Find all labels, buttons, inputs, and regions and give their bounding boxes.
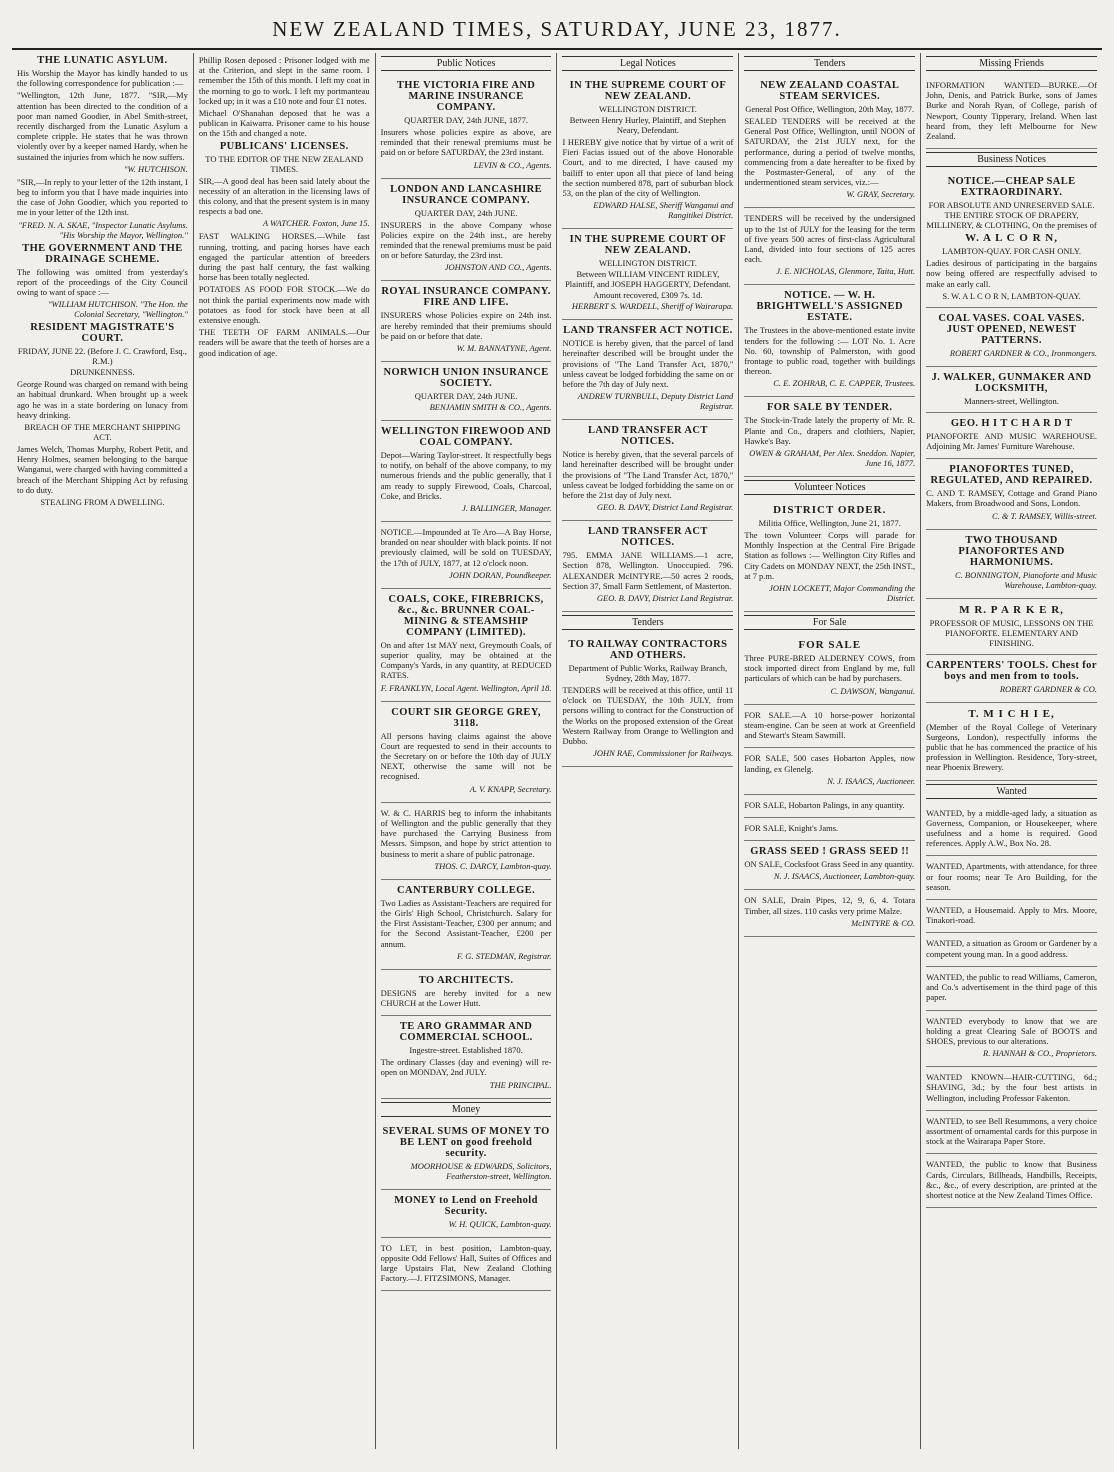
- notice-heading: IN THE SUPREME COURT OF NEW ZEALAND.: [569, 80, 727, 102]
- advertisement: [381, 522, 552, 589]
- notice-name: W. A L C O R N,: [965, 232, 1058, 245]
- ad-heading: CANTERBURY COLLEGE.: [397, 884, 536, 896]
- notice-signature: S. W. A L C O R N, LAMBTON-QUAY.: [942, 290, 1081, 301]
- notice-text: The town Volunteer Corps will parade for Monthly Inspection at the Central Fire Brigade Station as follows :— Wellington City Rifles and City Cadets on MONDAY NEXT, the 25th INST., at 7 p.m.: [744, 530, 916, 581]
- wanted-notice: [926, 1067, 1097, 1111]
- article-text: The following was omitted from yesterday's report of the proceedings of the City Council owing to want of space :—: [17, 266, 188, 298]
- section-header: Wanted: [926, 784, 1097, 799]
- business-notice: [926, 171, 1097, 308]
- column-5: [739, 53, 921, 1449]
- notice-subheading: Department of Public Works, Railway Branch, Sydney, 28th May, 1877.: [568, 663, 728, 684]
- advertisement: [381, 421, 552, 522]
- advertisement: [381, 179, 552, 282]
- subheading: BREACH OF THE MERCHANT SHIPPING ACT.: [24, 422, 181, 443]
- business-notice: [926, 367, 1097, 413]
- ad-signature: JOHNSTON AND CO., Agents.: [444, 262, 552, 273]
- notice-subheading: Militia Office, Wellington, June 21, 1877.: [758, 518, 901, 529]
- article-text: James Welch, Thomas Murphy, Robert Petit, and Henry Holmes, seamen belonging to the barque Wanganui, were charged with having committed a breach of the Merchant Shipping Act by refusing to do duty.: [17, 444, 188, 495]
- advertisement: [381, 75, 552, 179]
- notice-signature: ROBERT GARDNER & CO., Ironmongers.: [949, 347, 1097, 358]
- ad-text: DESIGNS are hereby invited for a new CHURCH at the Lower Hutt.: [380, 987, 552, 1008]
- notice-text: 795. EMMA JANE WILLIAMS.—1 acre, Section 878, Wellington. Unoccupied. 796. ALEXANDER McINTYRE.—50 acres 2 roods, Section 37, Small Farm Settlement, of Masterton.: [562, 550, 734, 591]
- notice-heading: NEW ZEALAND COASTAL STEAM SERVICES.: [760, 80, 900, 102]
- subheading: FRIDAY, JUNE 22. (Before J. C. Crawford, Esq., R.M.): [17, 346, 187, 367]
- notice-text: ON SALE, Cocksfoot Grass Seed in any quantity.: [744, 859, 914, 870]
- notice-subheading: General Post Office, Wellington, 20th May, 1877.: [745, 104, 915, 114]
- business-notice: [926, 308, 1097, 367]
- tender-notice: [744, 397, 915, 477]
- wanted-notice: [926, 1011, 1097, 1068]
- advertisement: [381, 1016, 552, 1098]
- business-notice: [926, 655, 1097, 703]
- business-notice: [926, 703, 1097, 781]
- notice-signature: ROBERT GARDNER & CO.: [999, 683, 1097, 694]
- notice-signature: ANDREW TURNBULL, Deputy District Land Registrar.: [577, 391, 734, 412]
- ad-heading: TO ARCHITECTS.: [418, 974, 514, 986]
- notice-signature: HERBERT S. WARDELL, Sheriff of Wairarapa.: [571, 301, 734, 312]
- notice-subheading: FOR ABSOLUTE AND UNRESERVED SALE. THE ENTIRE STOCK OF DRAPERY, MILLINERY, & CLOTHING, On the premises of: [926, 200, 1097, 231]
- notice-parties: Between WILLIAM VINCENT RIDLEY, Plaintiff, and JOSEPH HAGGERTY, Defendant.: [565, 269, 731, 290]
- ad-text: NOTICE.—Impounded at Te Aro—A Bay Horse, branded on near shoulder with black points. If not previously claimed, will be sold on TUESDAY, the 17th of JULY, 1877, at 12 o'clock noon.: [380, 527, 552, 568]
- advertisement: [381, 281, 552, 362]
- sale-notice: [744, 634, 915, 705]
- advertisement: [381, 362, 552, 421]
- notice-signature: N. J. ISAACS, Auctioneer.: [827, 775, 916, 786]
- notice-heading: FOR SALE BY TENDER.: [766, 402, 893, 414]
- notice-text: WANTED, the public to know that Business Cards, Circulars, Billheads, Handbills, Receipts, &c., &c., of every description, are printed at the shortest notice at the New Zealand Times Office.: [926, 1159, 1097, 1200]
- column-6: [921, 53, 1102, 1449]
- section-header: For Sale: [744, 615, 915, 630]
- ad-subheading: QUARTER DAY, 24th JUNE.: [414, 391, 518, 402]
- ad-heading: NORWICH UNION INSURANCE SOCIETY.: [383, 367, 549, 390]
- column-2: [194, 53, 376, 1449]
- notice-signature: GEO. B. DAVY, District Land Registrar.: [596, 502, 734, 513]
- section-header: Business Notices: [926, 152, 1097, 167]
- ad-signature: LEVIN & CO., Agents.: [473, 159, 552, 170]
- section-header: Public Notices: [381, 56, 552, 71]
- columns: [12, 53, 1102, 1449]
- notice-heading: J. WALKER, GUNMAKER AND LOCKSMITH,: [931, 371, 1092, 394]
- business-notice: [926, 459, 1097, 529]
- notice-signature: J. E. NICHOLAS, Glenmore, Taita, Hutt.: [776, 266, 916, 277]
- signature: "WILLIAM HUTCHISON. "The Hon. the Colonial Secretary, "Wellington.": [47, 299, 188, 320]
- ad-heading: WELLINGTON FIREWOOD AND COAL COMPANY.: [381, 426, 552, 449]
- notice-text: The Stock-in-Trade lately the property of Mr. R. Plante and Co., drapers and clothiers, Napier, Hawke's Bay.: [744, 415, 916, 446]
- ad-heading: SEVERAL SUMS OF MONEY TO BE LENT on good freehold security.: [382, 1125, 550, 1159]
- ad-signature: F. FRANKLYN, Local Agent. Wellington, April 18.: [380, 682, 552, 693]
- ad-heading: MONEY to Lend on Freehold Security.: [394, 1194, 538, 1217]
- notice-heading: CARPENTERS' TOOLS. Chest for boys and men from to tools.: [926, 659, 1097, 682]
- tender-notice: [744, 208, 915, 285]
- notice-heading: PIANOFORTES TUNED, REGULATED, AND REPAIRED.: [930, 464, 1093, 487]
- notice-text: WANTED, a situation as Groom or Gardener by a competent young man. In a good address.: [926, 938, 1097, 959]
- notice-signature: McINTYRE & CO.: [851, 917, 916, 928]
- notice-heading: LAND TRANSFER ACT NOTICE.: [563, 325, 733, 337]
- notice-text: FOR SALE, Knight's Jams.: [744, 822, 839, 833]
- notice-signature: EDWARD HALSE, Sheriff Wanganui and Rangitikei District.: [593, 200, 734, 221]
- notice-text: ON SALE, Drain Pipes, 12, 9, 6, 4. Totara Timber, all sizes. 110 casks very prime Malze.: [744, 895, 916, 916]
- notice-text: FOR SALE, Hobarton Palings, in any quantity.: [744, 799, 905, 810]
- ad-signature: MOORHOUSE & EDWARDS, Solicitors, Featherston-street, Wellington.: [410, 1160, 552, 1181]
- legal-notice: [562, 420, 733, 521]
- notice-signature: JOHN RAE, Commissioner for Railways.: [593, 748, 734, 759]
- ad-signature: THE PRINCIPAL.: [489, 1079, 552, 1090]
- tender-notice: [744, 75, 915, 208]
- ad-signature: JOHN DORAN, Poundkeeper.: [449, 569, 552, 580]
- advertisement: [381, 589, 552, 702]
- notice-heading: LAND TRANSFER ACT NOTICES.: [588, 425, 708, 448]
- ad-heading: TE ARO GRAMMAR AND COMMERCIAL SCHOOL.: [399, 1021, 533, 1044]
- column-4: [557, 53, 739, 1449]
- notice-text: WANTED, by a middle-aged lady, a situation as Governess, Companion, or Housekeeper, where usefulness and a home is required. Good references. Apply A.W., Box No. 28.: [926, 807, 1097, 849]
- notice-text: TENDERS will be received at this office, until 11 o'clock on TUESDAY, the 10th JULY, from persons willing to contract for the Construction of the Works on the proposed extension of the Great Western Railway from Orange to Wellington and Dubbo.: [562, 685, 734, 747]
- section-header: Tenders: [744, 56, 915, 71]
- article-text: Phillip Rosen deposed : Prisoner lodged with me at the Criterion, and slept in the same room. I remember the 15th of this month. I left my coat in the morning to go to work. I left my portmanteau locked up; in it was a £10 note and four £1 notes.: [198, 55, 370, 106]
- article-text: George Round was charged on remand with being an habitual drunkard. When brought up a week ago he was in a state bordering on lunacy from heavy drinking.: [17, 379, 188, 420]
- advertisement: [381, 880, 552, 970]
- signature: "W. HUTCHISON.: [123, 163, 188, 174]
- notice-text: Ladies desirous of participating in the bargains now being offered are respectfully advised to make an early call.: [926, 258, 1097, 289]
- ad-text: W. & C. HARRIS beg to inform the inhabitants of Wellington and the public generally that they have purchased the Carrying Business from Messrs. Simpson, and hope by strict attention to business to merit a share of public patronage.: [380, 807, 552, 859]
- notice-text: (Member of the Royal College of Veterinary Surgeons, London), respectfully informs the public that he has commenced the practice of his profession in Wellington. Residence, Tory-street, near Phoenix Brewery.: [926, 721, 1097, 773]
- legal-notice: [562, 320, 733, 420]
- notice-heading: M R. P A R K E R,: [959, 603, 1064, 616]
- notice-text: NOTICE is hereby given, that the parcel of land hereinafter described will be brought under the provisions of "The Land Transfer Act, 1870," unless caveat be lodged forbidding the same on or before the 7th day of July next.: [562, 338, 734, 390]
- ad-heading: COALS, COKE, FIREBRICKS, &c., &c. BRUNNER COAL-MINING & STEAMSHIP COMPANY (LIMITED).: [388, 593, 544, 638]
- ad-subheading: QUARTER DAY, 24th JUNE, 1877.: [404, 115, 529, 125]
- signature: "FRED. N. A. SKAE, "Inspector Lunatic Asylums. "His Worship the Mayor, Wellington.": [18, 219, 188, 240]
- notice-signature: JOHN LOCKETT, Major Commanding the District.: [769, 583, 916, 604]
- signature: A WATCHER. Foxton, June 15.: [262, 218, 370, 229]
- newspaper-page: [12, 8, 1102, 1452]
- notice-text: FOR SALE, 500 cases Hobarton Apples, now landing, ex Glenelg.: [744, 753, 916, 774]
- advertisement: [381, 1121, 552, 1190]
- legal-notice: [562, 521, 733, 612]
- notice-text: I HEREBY give notice that by virtue of a writ of Fieri Facias issued out of the above Honorable Court, and to me directed, I have caused my bailiff to enter upon all that piece of land being the section numbered 878, part of suburban block 53, on the plan of the city of Wellington.: [562, 137, 734, 199]
- legal-notice: [562, 229, 733, 320]
- advertisement: [381, 1238, 552, 1292]
- article-text: Michael O'Shanahan deposed that he was a publican in Kaiwarra. Prisoner came to his house on the 15th and changed a note.: [198, 108, 370, 139]
- ad-heading: THE VICTORIA FIRE AND MARINE INSURANCE COMPANY.: [396, 80, 536, 113]
- article-text: THE TEETH OF FARM ANIMALS.—Our readers will be aware that the teeth of horses are a good indication of age.: [198, 327, 370, 358]
- notice-signature: C. E. ZOHRAB, C. E. CAPPER, Trustees.: [773, 378, 916, 389]
- wanted-notice: [926, 1154, 1097, 1208]
- wanted-notice: [926, 933, 1097, 966]
- notice-text: INFORMATION WANTED—BURKE.—Of John, Denis, and Patrick Burke, sons of James Burke and Norah Ryan, of College, parish of Newport, County Tipperary, Ireland. When last heard from, they left Melbourne for New Zealand.: [926, 80, 1097, 142]
- notice-heading: NOTICE. — W. H. BRIGHTWELL'S ASSIGNED ESTATE.: [756, 290, 903, 324]
- business-notice: [926, 530, 1097, 599]
- notice-heading: GEO. H I T C H A R D T: [950, 417, 1073, 429]
- notice-text: Notice is hereby given, that the several parcels of land hereinafter described will be brought under the provisions of "The Land Transfer Act, 1870," unless caveat be lodged forbidding the same on or before the 21st day of July next.: [562, 449, 734, 501]
- wanted-notice: [926, 1111, 1097, 1155]
- sale-notice: [744, 818, 915, 841]
- notice-text: WANTED, Apartments, with attendance, for three or four rooms; near Te Aro Building, for the season.: [926, 861, 1097, 892]
- notice-signature: OWEN & GRAHAM, Per Alex. Sneddon. Napier, June 16, 1877.: [749, 448, 916, 469]
- ad-signature: W. H. QUICK, Lambton-quay.: [448, 1218, 552, 1229]
- article-text: POTATOES AS FOOD FOR STOCK.—We do not think the partial experiments now made with potatoes as food for stock have been at all extensive enough.: [198, 284, 370, 326]
- missing-friends-notice: [926, 75, 1097, 149]
- sale-notice: [744, 890, 915, 936]
- notice-heading: T. M I C H I E,: [968, 707, 1055, 720]
- notice-heading: COAL VASES. COAL VASES. JUST OPENED, NEWEST PATTERNS.: [938, 312, 1085, 346]
- masthead-title: NEW ZEALAND TIMES, SATURDAY, JUNE 23, 1877.: [272, 17, 842, 41]
- advertisement: [381, 970, 552, 1016]
- tender-notice: [744, 285, 915, 397]
- article-heading: THE GOVERNMENT AND THE DRAINAGE SCHEME.: [22, 242, 183, 265]
- notice-subheading: WELLINGTON DISTRICT.: [598, 104, 697, 114]
- ad-signature: J. BALLINGER, Manager.: [462, 503, 552, 514]
- notice-text: C. AND T. RAMSEY, Cottage and Grand Piano Makers, from Broadwood and Sons, London.: [926, 488, 1097, 509]
- notice-text: WANTED everybody to know that we are holding a great Clearing Sale of BOOTS and SHOES, previous to our alterations.: [926, 1015, 1097, 1046]
- wanted-notice: [926, 856, 1097, 900]
- notice-heading: NOTICE.—CHEAP SALE EXTRAORDINARY.: [947, 176, 1076, 199]
- ad-text: On and after 1st MAY next, Greymouth Coals, of superior quality, may be obtained at the Company's Yards, in any quantity, at REDUCED RATES.: [380, 639, 552, 681]
- notice-signature: C. & T. RAMSEY, Willis-street.: [991, 510, 1097, 521]
- section-header: Tenders: [562, 615, 733, 630]
- ad-text: INSURERS whose Policies expire on 24th inst. are hereby reminded that their premiums should be paid on or before that date.: [380, 310, 552, 341]
- notice-text: SEALED TENDERS will be received at the General Post Office, Wellington, until NOON of SATURDAY, the 21st JULY next, for the performance, during a period of twelve months, commencing from a date hereafter to be fixed by the Postmaster-General, of any of the undermentioned steam services, viz.:—: [744, 116, 916, 188]
- notice-subheading: LAMBTON-QUAY. FOR CASH ONLY.: [942, 246, 1081, 257]
- notice-heading: IN THE SUPREME COURT OF NEW ZEALAND.: [569, 234, 727, 257]
- section-header: Volunteer Notices: [744, 480, 915, 495]
- notice-text: FOR SALE.—A 10 horse-power horizontal steam-engine. Can be seen at work at Greenfield and Stewart's Steam Sawmill.: [744, 709, 916, 741]
- ad-text: All persons having claims against the above Court are requested to send in their accounts to the Secretary on or before the 10th day of JULY NEXT, otherwise the same will not be recognised.: [380, 730, 552, 782]
- article-text: SIR,—A good deal has been said lately about the necessity of an alteration in the licensing laws of this colony, and that the present system is in many respects a bad one.: [198, 175, 370, 217]
- notice-text: TENDERS will be received by the undersigned up to the 1st of JULY for the leasing for the term of five years 500 acres of first-class Agricultural Land, divided into four sections of 125 acres each.: [744, 213, 916, 265]
- wanted-notice: [926, 967, 1097, 1011]
- notice-heading: DISTRICT ORDER.: [773, 504, 887, 517]
- notice-text: WANTED, the public to read Williams, Cameron, and Co.'s advertisement in the third page of this paper.: [926, 971, 1097, 1003]
- tender-notice: [562, 634, 733, 767]
- volunteer-notice: [744, 499, 915, 612]
- ad-text: TO LET, in best position, Lambton-quay, opposite Odd Fellows' Hall, Suites of Offices and large Upstairs Flat, New Zealand Clothing Factory.—J. FITZSIMONS, Manager.: [380, 1242, 552, 1284]
- ad-signature: A. V. KNAPP, Secretary.: [469, 783, 552, 794]
- ad-subheading: Ingestre-street. Established 1870.: [409, 1045, 523, 1056]
- business-notice: [926, 599, 1097, 655]
- notice-amount: Amount recovered, £309 7s. 1d.: [593, 290, 703, 301]
- advertisement: [381, 702, 552, 803]
- column-3: [376, 53, 558, 1449]
- article-heading: PUBLICANS' LICENSES.: [219, 140, 349, 152]
- advertisement: [381, 803, 552, 880]
- section-header: Money: [381, 1102, 552, 1117]
- notice-text: WANTED, a Housemaid. Apply to Mrs. Moore, Tinakori-road.: [926, 905, 1097, 926]
- article-heading: THE LUNATIC ASYLUM.: [37, 55, 168, 66]
- notice-heading: FOR SALE: [798, 639, 862, 652]
- subheading: TO THE EDITOR OF THE NEW ZEALAND TIMES.: [205, 153, 364, 174]
- notice-subheading: PROFESSOR OF MUSIC, LESSONS ON THE PIANOFORTE. ELEMENTARY AND FINISHING.: [929, 617, 1094, 648]
- wanted-notice: [926, 900, 1097, 933]
- sale-notice: [744, 795, 915, 818]
- masthead: [12, 8, 1102, 50]
- ad-signature: THOS. C. DARCY, Lambton-quay.: [434, 860, 552, 871]
- notice-subheading: WELLINGTON DISTRICT.: [598, 258, 697, 269]
- sale-notice: [744, 841, 915, 890]
- section-header: Missing Friends: [926, 56, 1097, 71]
- ad-signature: W. M. BANNATYNE, Agent.: [456, 343, 552, 354]
- notice-text: Three PURE-BRED ALDERNEY COWS, from stock imported direct from England by me, full particulars of which can be had by purchasers.: [744, 653, 916, 684]
- legal-notice: [562, 75, 733, 229]
- article-heading: RESIDENT MAGISTRATE'S COURT.: [30, 322, 175, 345]
- sale-notice: [744, 705, 915, 749]
- notice-signature: W. GRAY, Secretary.: [846, 189, 916, 200]
- notice-signature: R. HANNAH & CO., Proprietors.: [983, 1048, 1097, 1059]
- ad-text: The ordinary Classes (day and evening) will re-open on MONDAY, 2nd JULY.: [380, 1057, 552, 1078]
- ad-subheading: QUARTER DAY, 24th JUNE.: [414, 207, 518, 218]
- notice-signature: GEO. B. DAVY, District Land Registrar.: [596, 593, 734, 604]
- notice-signature: C. BONNINGTON, Pianoforte and Music Warehouse, Lambton-quay.: [954, 569, 1097, 590]
- business-notice: [926, 413, 1097, 459]
- subheading: DRUNKENNESS.: [70, 367, 135, 378]
- notice-parties: Between Henry Hurley, Plaintiff, and Stephen Neary, Defendant.: [569, 115, 727, 135]
- ad-heading: ROYAL INSURANCE COMPANY. FIRE AND LIFE.: [381, 286, 551, 309]
- ad-heading: COURT SIR GEORGE GREY, 3118.: [391, 706, 541, 729]
- wanted-notice: [926, 803, 1097, 857]
- ad-signature: BENJAMIN SMITH & CO., Agents.: [429, 402, 552, 413]
- notice-text: WANTED, to see Bell Resummons, a very choice assortment of ornamental cards for this purpose in stock at the Wairarapa Paper Store.: [926, 1115, 1097, 1147]
- notice-heading: LAND TRANSFER ACT NOTICES.: [588, 526, 708, 549]
- notice-heading: TO RAILWAY CONTRACTORS AND OTHERS.: [568, 639, 728, 662]
- ad-heading: LONDON AND LANCASHIRE INSURANCE COMPANY.: [390, 183, 543, 206]
- sale-notice: [744, 748, 915, 794]
- subheading: STEALING FROM A DWELLING.: [40, 497, 165, 508]
- notice-signature: C. DAWSON, Wanganui.: [830, 685, 916, 696]
- notice-text: WANTED KNOWN—HAIR-CUTTING, 6d.; SHAVING, 3d.; by the four best artists in Wellington, including Professor Fakenton.: [926, 1072, 1097, 1103]
- notice-text: The Trustees in the above-mentioned estate invite tenders for the following :— LOT No. 1. Acre No. 60, township of Palmerston, with good frontage to public road, together with buildings thereon.: [744, 325, 916, 377]
- column-1: [12, 53, 194, 1449]
- ad-text: INSURERS in the above Company whose Policies expire on the 24th inst., are hereby reminded that the renewal premiums must be paid on or before Saturday, the 23rd inst.: [380, 219, 552, 261]
- article-text: FAST WALKING HORSES.—While fast running, trotting, and pacing horses have each engaged the particular attention of breeders during the past half century, the fast walking horse has been totally neglected.: [198, 231, 370, 283]
- ad-text: Insurers whose policies expire as above, are reminded that their renewal premiums must be paid on or before SATURDAY, the 23rd instant.: [380, 127, 552, 158]
- notice-signature: N. J. ISAACS, Auctioneer, Lambton-quay.: [773, 871, 916, 882]
- ad-signature: F. G. STEDMAN, Registrar.: [456, 950, 552, 961]
- article-text: "SIR,—In reply to your letter of the 12th instant, I beg to inform you that I have made inquiries into the case of John Goodier, which you reported to me in your letter of the 12th inst.: [17, 176, 188, 218]
- section-header: Legal Notices: [562, 56, 733, 71]
- notice-heading: TWO THOUSAND PIANOFORTES AND HARMONIUMS.: [958, 534, 1065, 568]
- notice-heading: GRASS SEED ! GRASS SEED !!: [750, 846, 910, 858]
- notice-text: PIANOFORTE AND MUSIC WAREHOUSE. Adjoining Mr. James' Furniture Warehouse.: [926, 430, 1097, 452]
- article-text: His Worship the Mayor has kindly handed to us the following correspondence for publication :—: [17, 68, 188, 89]
- article-text: "Wellington, 12th June, 1877. "SIR,—My attention has been directed to the condition of a poor man named Goodier, in Abel Smith-street, recently discharged from the Lunatic Asylum a complete cripple. He states that he was thrown violently over by a keeper named Hardy, when he sustained the injuries from which he now suffers.: [17, 90, 188, 162]
- notice-subheading: Manners-street, Wellington.: [964, 395, 1059, 406]
- advertisement: [381, 1190, 552, 1238]
- ad-text: Depot—Waring Taylor-street. It respectfully begs to notify, on behalf of the above company, to my numerous friends and the public generally, that I am ready to supply Firewood, Coals, Charcoal, Coke, and Bricks.: [380, 450, 552, 501]
- ad-text: Two Ladies as Assistant-Teachers are required for the Girls' High School, Christchurch. Salary for the First Assistant-Teacher, £300 per annum; and for the Second Assistant-Teacher, £200 per annum.: [380, 897, 552, 949]
